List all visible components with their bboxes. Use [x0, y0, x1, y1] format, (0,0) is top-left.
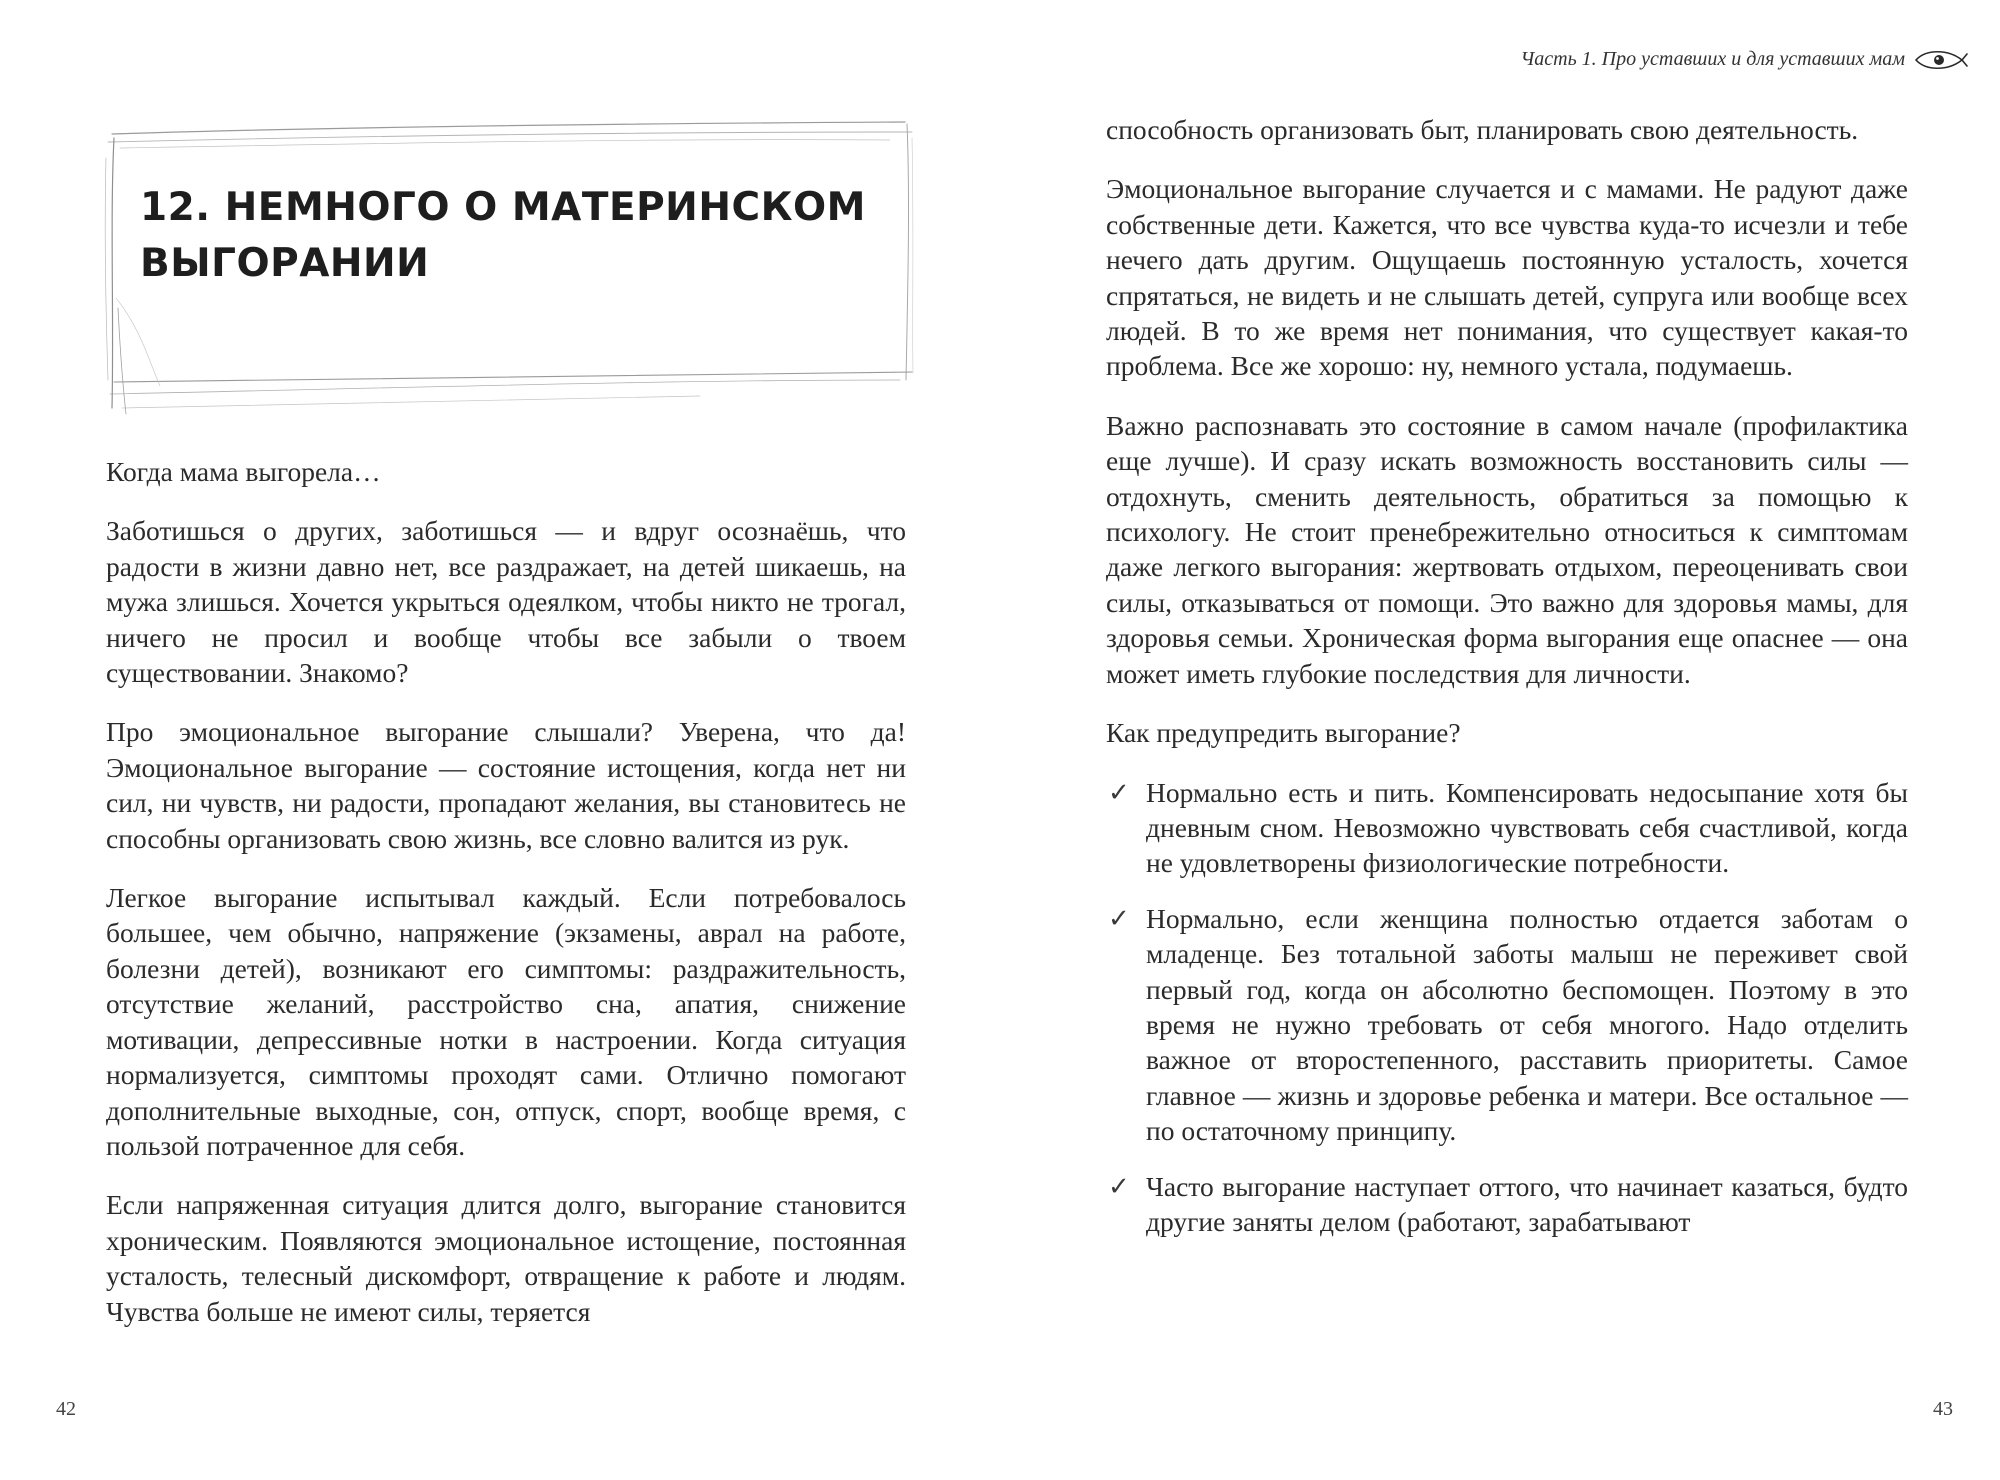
checkmark-icon: ✓ [1108, 777, 1130, 807]
paragraph: Когда мама выгорела… [106, 456, 381, 487]
right-text-column [1106, 112, 1908, 1259]
eye-icon [1912, 46, 1968, 74]
paragraph: Эмоциональное выгорание случается и с мамами. Не радуют даже собственные дети. Кажется, что все чувства куда-то исчезли и тебе нечего дать другим. Ощущаешь постоянную усталость, хочется спрятаться, не видеть и не слышать детей, супруга или вообще всех людей. В то же время нет понимания, что существует какая-то проблема. Все же хорошо: ну, немного устала, подумаешь. [1106, 173, 1908, 382]
paragraph: Как предупредить выгорание? [1106, 717, 1461, 749]
paragraph: Если напряженная ситуация длится долго, выгорание становится хроническим. Появляются эмоциональное истощение, постоянная усталость, телесный дискомфорт, отвращение к работе и людям. Чувства больше не имеют силы, теряется [106, 1189, 906, 1327]
paragraph: Заботишься о других, заботишься — и вдруг осознаёшь, что радости в жизни давно нет, все раздражает, на детей шикаешь, на мужа злишься. Хочется укрыться одеялком, чтобы никто не трогал, ничего не просил и вообще чтобы все забыли о твоем существовании. Знакомо? [106, 515, 906, 689]
chapter-title [140, 180, 900, 292]
paragraph: способность организовать быт, планировать свою деятельность. [1106, 114, 1859, 145]
checkmark-icon: ✓ [1108, 903, 1130, 933]
list-item [1106, 1169, 1908, 1240]
paragraph: Важно распознавать это состояние в самом начале (профилактика еще лучше). И сразу искать возможность восстановить силы — отдохнуть, сменить деятельность, обратиться за помощью к психологу. Не стоит пренебрежительно относиться к симптомам даже легкого выгорания: жертвовать отдыхом, переоценивать свои силы, отказываться от помощи. Это важно для здоровья мамы, для здоровья семьи. Хроническая форма выгорания еще опаснее — она может иметь глубокие последствия для личности. [1106, 409, 1908, 689]
prevention-checklist [1106, 775, 1908, 1240]
chapter-heading-frame [100, 118, 920, 418]
chapter-title-line2: ВЫГОРАНИИ [140, 241, 430, 286]
page-number-right: 43 [1933, 1398, 1953, 1420]
page-number-left: 42 [56, 1398, 76, 1420]
list-item [1106, 775, 1908, 881]
checkmark-icon: ✓ [1108, 1171, 1130, 1201]
running-header: Часть 1. Про уставших и для уставших мам [1520, 48, 1905, 70]
left-text-column [106, 454, 906, 1353]
list-item [1106, 901, 1908, 1149]
paragraph: Про эмоциональное выгорание слышали? Уверена, что да! Эмоциональное выгорание — состояние истощения, когда нет ни сил, ни чувств, ни радости, пропадают желания, вы становитесь не способны организовать свою жизнь, все словно валится из рук. [106, 716, 906, 854]
right-page [1000, 0, 2000, 1480]
list-item-text: Часто выгорание наступает оттого, что начинает казаться, будто другие заняты делом (работают, зарабатывают [1146, 1170, 1908, 1237]
chapter-title-line1: 12. НЕМНОГО О МАТЕРИНСКОМ [140, 185, 866, 230]
list-item-text: Нормально, если женщина полностью отдается заботам о младенце. Без тотальной заботы малыш не переживет свой первый год, когда он абсолютно беспомощен. Поэтому в это время не нужно требовать от себя многого. Надо отделить важное от второстепенного, расставить приоритеты. Самое главное — жизнь и здоровье ребенка и матери. Все остальное — по остаточному принципу. [1146, 902, 1908, 1147]
paragraph: Легкое выгорание испытывал каждый. Если потребовалось большее, чем обычно, напряжение (экзамены, аврал на работе, болезни детей), возникают его симптомы: раздражительность, отсутствие желаний, расстройство сна, апатия, снижение мотивации, депрессивные нотки в настроении. Когда ситуация нормализуется, симптомы проходят сами. Отлично помогают дополнительные выходные, сон, отпуск, спорт, вообще время, с пользой потраченное для себя. [106, 882, 906, 1161]
list-item-text: Нормально есть и пить. Компенсировать недосыпание хотя бы дневным сном. Невозможно чувствовать себя счастливой, когда не удовлетворены физиологические потребности. [1146, 776, 1908, 879]
